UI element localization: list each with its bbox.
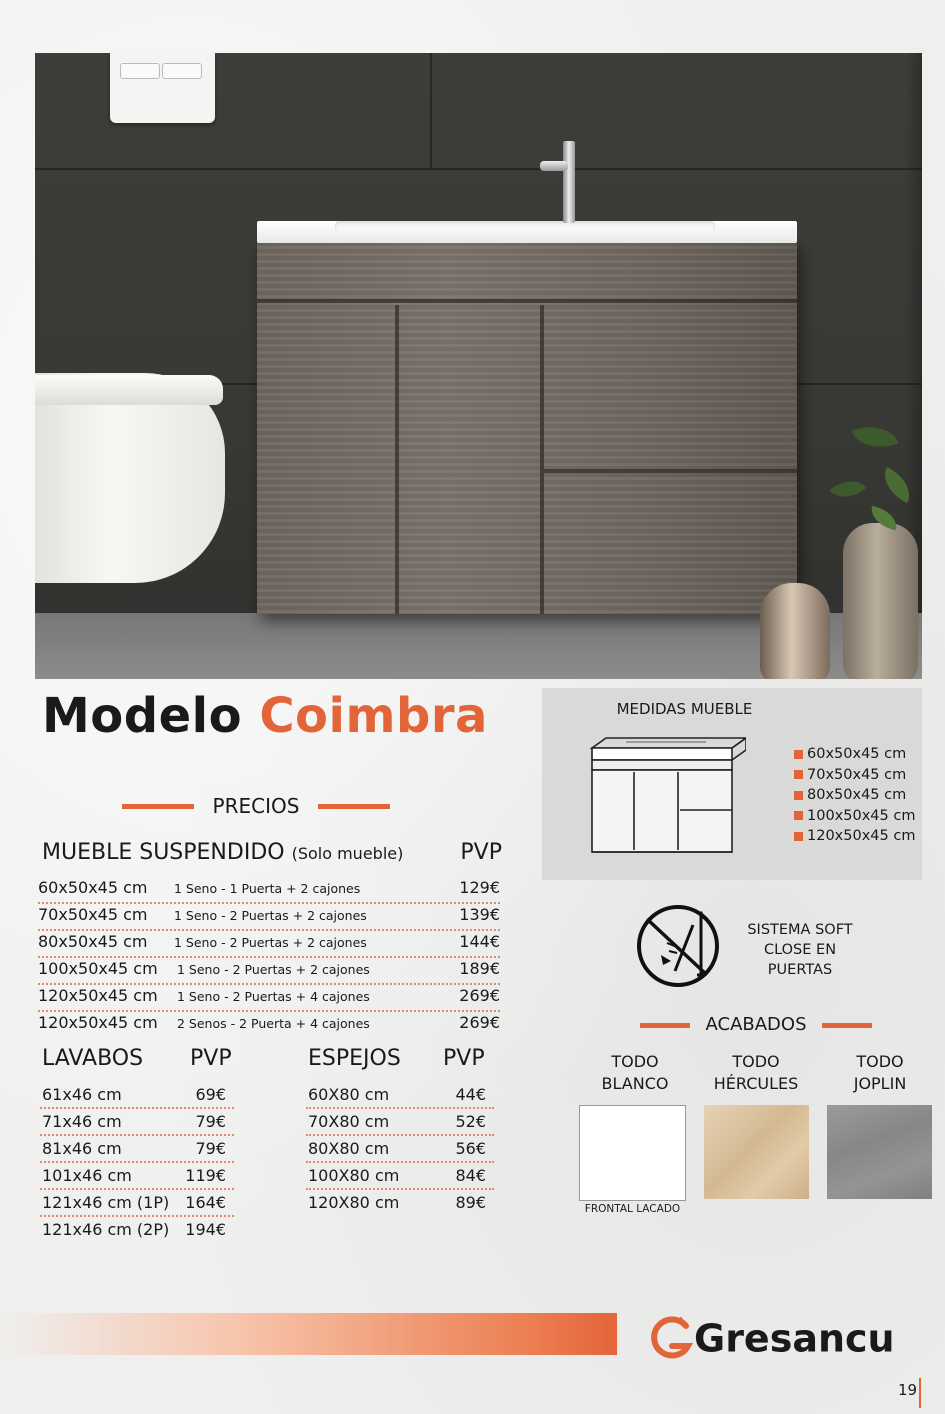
acabados-bar-left <box>640 1023 690 1028</box>
finish-label-blanco: TODO BLANCO <box>601 1052 669 1093</box>
row-size: 60X80 cm <box>308 1085 390 1104</box>
lavabo-row <box>40 1081 234 1109</box>
bullet-square-icon <box>794 811 803 820</box>
medida-item: 70x50x45 cm <box>794 767 915 788</box>
row-desc: 1 Seno - 2 Puertas + 2 cajones <box>177 962 370 977</box>
swatch-blanco <box>579 1105 686 1201</box>
product-photo <box>35 53 922 679</box>
row-size: 101x46 cm <box>42 1166 132 1185</box>
bullet-square-icon <box>794 791 803 800</box>
bullet-square-icon <box>794 770 803 779</box>
precios-bar-left <box>122 804 194 809</box>
row-desc: 1 Seno - 2 Puertas + 4 cajones <box>177 989 370 1004</box>
basin <box>335 221 715 233</box>
mueble-heading <box>42 840 502 870</box>
row-price: 52€ <box>455 1112 486 1131</box>
price-row <box>38 957 500 985</box>
espejos-heading: ESPEJOS <box>308 1046 401 1071</box>
row-price: 189€ <box>459 959 500 978</box>
door-gap <box>540 305 544 614</box>
title-model: Coimbra <box>259 688 488 744</box>
lavabo-row <box>40 1162 234 1190</box>
page-title <box>42 688 488 744</box>
lavabo-row <box>40 1216 234 1242</box>
row-price: 84€ <box>455 1166 486 1185</box>
faucet-spout <box>540 161 568 171</box>
espejo-row <box>306 1108 494 1136</box>
precios-bar-right <box>318 804 390 809</box>
row-price: 269€ <box>459 1013 500 1032</box>
medidas-legend <box>794 746 915 849</box>
bullet-square-icon <box>794 750 803 759</box>
row-size: 100x50x45 cm <box>38 959 158 978</box>
vanity-cabinet <box>257 239 797 614</box>
row-size: 121x46 cm (2P) <box>42 1220 170 1239</box>
tile-joint <box>430 53 432 168</box>
faucet <box>563 141 575 223</box>
medida-item: 80x50x45 cm <box>794 787 915 808</box>
row-size: 120x50x45 cm <box>38 1013 158 1032</box>
lavabo-row <box>40 1189 234 1217</box>
row-price: 89€ <box>455 1193 486 1212</box>
row-price: 139€ <box>459 905 500 924</box>
precios-label: PRECIOS <box>212 794 300 818</box>
page-rule <box>919 1378 921 1408</box>
medida-item: 60x50x45 cm <box>794 746 915 767</box>
row-desc: 1 Seno - 1 Puerta + 2 cajones <box>174 881 361 896</box>
row-size: 70X80 cm <box>308 1112 390 1131</box>
row-size: 121x46 cm (1P) <box>42 1193 170 1212</box>
bullet-square-icon <box>794 832 803 841</box>
row-size: 70x50x45 cm <box>38 905 148 924</box>
small-vase <box>760 583 830 679</box>
toilet-lid <box>35 375 223 405</box>
brand-name: Gresancu <box>694 1316 895 1361</box>
finish-label-hercules: TODO HÉRCULES <box>713 1052 799 1093</box>
mueble-note: (Solo mueble) <box>291 844 404 863</box>
espejo-row <box>306 1189 494 1215</box>
lavabo-row <box>40 1135 234 1163</box>
lavabos-heading: LAVABOS <box>42 1046 144 1071</box>
medida-item: 120x50x45 cm <box>794 828 915 849</box>
flush-plate <box>110 53 215 123</box>
row-size: 120X80 cm <box>308 1193 400 1212</box>
soft-close-icon <box>635 903 721 989</box>
mueble-pvp: PVP <box>460 840 502 865</box>
row-price: 144€ <box>459 932 500 951</box>
row-size: 100X80 cm <box>308 1166 400 1185</box>
row-desc: 1 Seno - 2 Puertas + 2 cajones <box>174 908 367 923</box>
price-row <box>38 1011 500 1037</box>
frontal-lacado-note: FRONTAL LACADO <box>584 1203 681 1215</box>
espejo-row <box>306 1135 494 1163</box>
footer-gradient-bar <box>0 1313 617 1355</box>
cabinet-diagram-icon <box>586 730 746 860</box>
drawer-groove <box>257 299 797 303</box>
brand-g-icon <box>648 1316 694 1362</box>
medida-item: 100x50x45 cm <box>794 808 915 829</box>
row-size: 71x46 cm <box>42 1112 122 1131</box>
lavabo-row <box>40 1108 234 1136</box>
price-row <box>38 930 500 958</box>
row-price: 194€ <box>185 1220 226 1239</box>
lavabos-pvp: PVP <box>190 1046 232 1071</box>
vase <box>843 523 918 679</box>
drawer-gap <box>544 469 797 473</box>
title-prefix: Modelo <box>42 688 243 744</box>
soft-close-text: SISTEMA SOFT CLOSE EN PUERTAS <box>747 922 853 978</box>
tile-joint <box>35 168 922 170</box>
page-number: 19 <box>898 1381 918 1399</box>
door-gap <box>395 305 399 614</box>
row-price: 79€ <box>195 1112 226 1131</box>
row-size: 60x50x45 cm <box>38 878 148 897</box>
espejos-pvp: PVP <box>443 1046 485 1071</box>
row-price: 129€ <box>459 878 500 897</box>
row-size: 80X80 cm <box>308 1139 390 1158</box>
row-size: 120x50x45 cm <box>38 986 158 1005</box>
finish-label-joplin: TODO JOPLIN <box>853 1052 907 1093</box>
row-price: 164€ <box>185 1193 226 1212</box>
espejo-row <box>306 1162 494 1190</box>
row-desc: 1 Seno - 2 Puertas + 2 cajones <box>174 935 367 950</box>
acabados-label: ACABADOS <box>705 1014 807 1035</box>
swatch-joplin <box>827 1105 932 1199</box>
medidas-box <box>542 688 922 880</box>
row-size: 81x46 cm <box>42 1139 122 1158</box>
espejo-row <box>306 1081 494 1109</box>
price-row <box>38 903 500 931</box>
row-price: 269€ <box>459 986 500 1005</box>
medidas-title: MEDIDAS MUEBLE <box>616 700 753 718</box>
row-price: 79€ <box>195 1139 226 1158</box>
row-price: 69€ <box>195 1085 226 1104</box>
price-row <box>38 984 500 1012</box>
row-desc: 2 Senos - 2 Puerta + 4 cajones <box>177 1016 370 1031</box>
row-size: 61x46 cm <box>42 1085 122 1104</box>
row-price: 44€ <box>455 1085 486 1104</box>
row-price: 119€ <box>185 1166 226 1185</box>
row-price: 56€ <box>455 1139 486 1158</box>
row-size: 80x50x45 cm <box>38 932 148 951</box>
brand-logo <box>648 1314 895 1364</box>
acabados-bar-right <box>822 1023 872 1028</box>
price-row <box>38 876 500 904</box>
swatch-hercules <box>704 1105 809 1199</box>
mueble-title: MUEBLE SUSPENDIDO <box>42 840 285 865</box>
